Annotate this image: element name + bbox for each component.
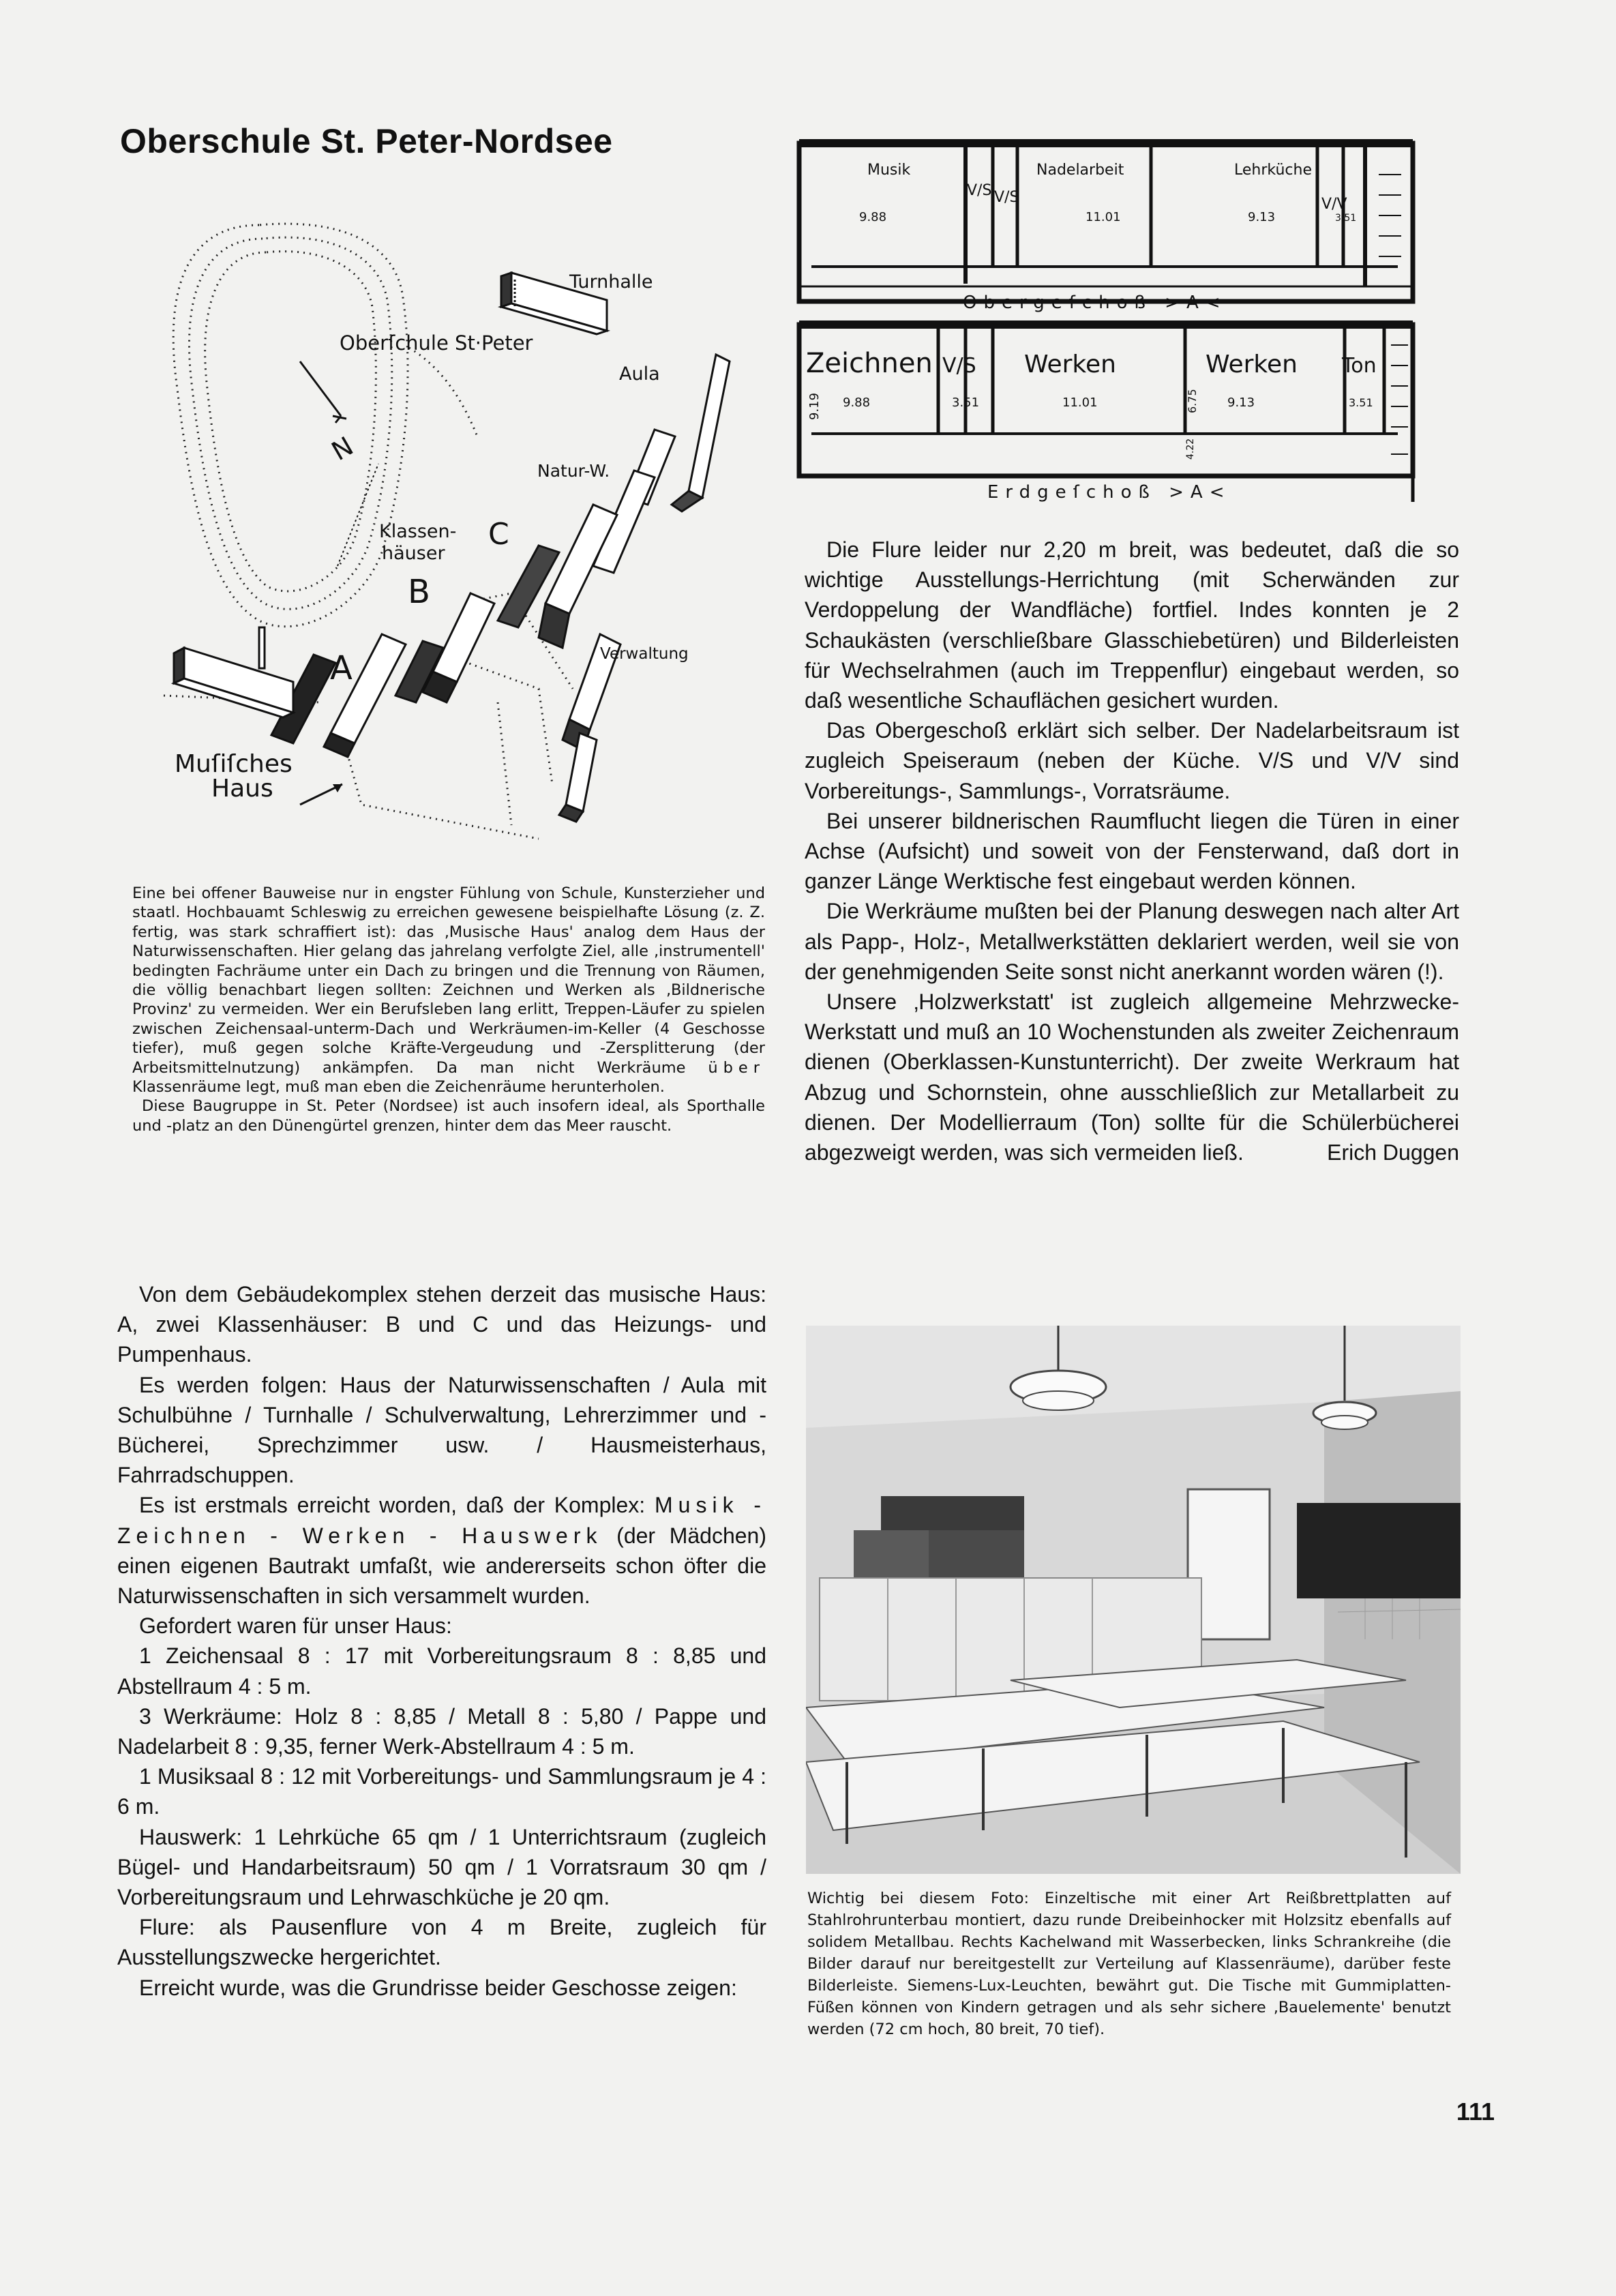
paragraph-text: Unsere ‚Holzwerkstatt' ist zugleich allgemeine Mehrzwecke-Werkstatt und muß an 10 Wochenstunden als zweiter Zeichenraum dienen (Oberklassen-Kunstunterricht). Der zweite Werkraum hat Abzug und Schornstein, ohne ausschließlich zur Metallarbeit zu dienen. Der Modellierraum (Ton) sollte für die Schülerbücherei abgezweigt werden, was sich vermeiden ließ. [805, 989, 1459, 1165]
paragraph: 3 Werkräume: Holz 8 : 8,85 / Metall 8 : 5,80 / Pappe und Nadelarbeit 8 : 9,35, ferner Werk-Abstellraum 4 : 5 m. [117, 1703, 766, 1759]
dim-ton: 3.51 [1349, 396, 1373, 409]
label-b: B [408, 573, 430, 611]
label-musisches: Muſiſches [175, 750, 293, 778]
caption-paragraph-1: Eine bei offener Bauweise nur in engster Fühlung von Schule, Kunsterzieher und staatl. Hochbauamt Schleswig zu erreichen gewesene beispielhafte Lösung (z. Z. fertig, was stark schraffiert ist): das ‚Musische Haus' analog dem Haus der Naturwissenschaften. Hier gelang das jahrelang verfolgte Ziel, alle ‚instrumentell' bedingten Fachräume unter ein Dach zu bringen und die Trennung von Räumen, die völlig benachbart liegen sollten: Zeichnen und Werken als ‚Bildnerische Provinz' zu vermeiden. Wer ein Berufsleben lang erlitt, Treppen-Läufer zu spielen zwischen Zeichensaal-unterm-Dach und Werkräumen-im-Keller (4 Geschosse tiefer), muß gegen solche Kräfte-Vergeudung und -Zersplitterung (der Arbeitsmittelnutzung) ankämpfen. Da man nicht Werkräume [132, 884, 765, 1077]
dim-nadelarbeit: 11.01 [1086, 210, 1121, 224]
site-plan [157, 211, 743, 846]
dim-werken-2-depth: 6.75 [1186, 389, 1199, 413]
room-vs-1: V/S [967, 182, 992, 199]
room-vv: V/V [1321, 196, 1347, 213]
dim-werken-2: 9.13 [1227, 396, 1255, 410]
building-aula [672, 355, 730, 511]
ground-floor-labels [806, 348, 1377, 503]
dim-zeichnen: 9.88 [843, 396, 871, 410]
paragraph: Von dem Gebäudekomplex stehen derzeit das musische Haus: A, zwei Klassenhäuser: B und C und das Heizungs- und Pumpenhaus. [117, 1282, 766, 1367]
upper-floor-title: Obergeſchoß >A< [963, 293, 1227, 313]
klassen-pointer [338, 464, 378, 566]
label-turnhalle: Turnhalle [569, 271, 653, 293]
paragraph: 1 Musiksaal 8 : 12 mit Vorbereitungs- und Sammlungsraum je 4 : 6 m. [117, 1764, 766, 1819]
page-number: 111 [1456, 2098, 1495, 2126]
room-werken-2: Werken [1206, 351, 1298, 378]
room-lehrkueche: Lehrküche [1234, 162, 1312, 179]
author-signature: Erich Duggen [1327, 1140, 1459, 1165]
paragraph: Gefordert waren für unser Haus: [139, 1613, 452, 1639]
dim-vs: 3.51 [952, 396, 980, 410]
dim-werken-1: 11.01 [1062, 396, 1098, 410]
paragraph: Hauswerk: 1 Lehrküche 65 qm / 1 Unterrichtsraum (zugleich Bügel- und Handarbeitsraum) 50 qm / 1 Vorratsraum 30 qm / Vorbereitungsraum und Lehrwaschküche je 20 qm. [117, 1824, 766, 1910]
room-zeichnen: Zeichnen [806, 348, 933, 379]
paragraph: Die Werkräume mußten bei der Planung deswegen nach alter Art als Papp-, Holz-, Metallwerkstätten deklariert werden, weil sie von der genehmigenden Seite sonst nicht anerkannt worden wären (!). [805, 899, 1459, 984]
photo-caption [807, 1888, 1451, 2040]
dim-vv: 3.51 [1335, 213, 1357, 224]
paragraph-text: (der Mädchen) einen eigenen Bautrakt umfaßt, wie andererseits schon öfter die Naturwissenschaften in sich versammelt wurden. [117, 1523, 767, 1609]
dim-zeichnen-depth: 9.19 [807, 392, 822, 420]
label-oberschule: Oberſchule St·Peter [340, 331, 533, 355]
paragraph: Es werden folgen: Haus der Naturwissenschaften / Aula mit Schulbühne / Turnhalle / Schulverwaltung, Lehrerzimmer und -Bücherei, Sprechzimmer usw. / Hausmeisterhaus, Fahrradschuppen. [117, 1372, 766, 1488]
label-a: A [330, 649, 353, 687]
site-plan-caption [132, 884, 765, 1135]
left-column-text [117, 1279, 766, 2003]
building-natur [593, 430, 675, 573]
paragraph: Bei unserer bildnerischen Raumflucht liegen die Türen in einer Achse (Aufsicht) und soweit von der Fensterwand, daß dort in ganzer Länge Werktische fest eingebaut werden können. [805, 808, 1459, 894]
building-c [498, 505, 617, 648]
label-haus: Haus [211, 775, 273, 803]
room-vs: V/S [942, 354, 976, 378]
right-column-text [805, 535, 1459, 1167]
upper-floor-labels [859, 162, 1356, 313]
paragraph-text: Es ist erstmals erreicht worden, daß der Komplex: [139, 1493, 646, 1518]
north-arrow [300, 361, 346, 423]
caption-emphasis: über [708, 1058, 765, 1077]
paragraph: Erreicht wurde, was die Grundrisse beider Geschosse zeigen: [139, 1975, 737, 2000]
room-musik: Musik [867, 162, 911, 179]
room-nadelarbeit: Nadelarbeit [1036, 162, 1124, 179]
caption-paragraph-1-end: Klassenräume legt, muß man eben die Zeichenräume herunterholen. [132, 1078, 665, 1097]
label-aula: Aula [619, 363, 660, 385]
dim-musik: 9.88 [859, 210, 887, 224]
paragraph: 1 Zeichensaal 8 : 17 mit Vorbereitungsraum 8 : 8,85 und Abstellraum 4 : 5 m. [117, 1643, 766, 1699]
classroom-photo-image [806, 1326, 1461, 1874]
paragraph: Das Obergeschoß erklärt sich selber. Der Nadelarbeitsraum ist zugleich Speiseraum (neben der Küche. V/S und V/V sind Vorbereitungs-, Sammlungs-, Vorratsräume. [805, 718, 1459, 803]
building-heizhaus [174, 627, 293, 717]
paragraph [805, 987, 1459, 1167]
floor-plans [791, 134, 1432, 516]
label-north: N [326, 430, 359, 467]
paragraph: Flure: als Pausenflure von 4 m Breite, zugleich für Ausstellungszwecke hergerichtet. [117, 1915, 766, 1970]
label-haeuser: häuser [382, 543, 445, 564]
room-ton: Ton [1342, 354, 1377, 378]
building-hausmeister [559, 733, 597, 822]
paragraph [117, 1490, 766, 1611]
room-werken-1: Werken [1024, 351, 1116, 378]
label-natur: Natur-W. [537, 461, 610, 481]
paragraph: Die Flure leider nur 2,20 m breit, was bedeutet, daß die so wichtige Ausstellungs-Herrichtung (mit Scherwänden zur Verdoppelung der Wandfläche) fortfiel. Indes konnten je 2 Schaukästen (verschließbare Glasschiebetüren) und Bilderleisten für Wechselrahmen (auch im Treppenflur) eingebaut werden, so daß wesentliche Schauflächen gesichert wurden. [805, 537, 1459, 713]
emphasis-text: Musik - Zeichnen - Werken - Hauswerk [117, 1493, 767, 1548]
photo-caption-text: Wichtig bei diesem Foto: Einzeltische mit einer Art Reißbrettplatten auf Stahlrohrunterbau montiert, dazu runde Dreibeinhocker mit Holzsitz ebenfalls auf solidem Metallbau. Rechts Kachelwand mit Wasserbecken, links Schrankreihe (die Bilder darauf nur bereitgestellt zur Verteilung auf Klassenräume), darüber feste Bilderleiste. Siemens-Lux-Leuchten, bewährt gut. Die Tische mit Gummiplatten-Füßen können von Kindern getragen und als sehr sichere ‚Bauelemente' benutzt werden (72 cm hoch, 80 breit, 70 tief). [807, 1890, 1451, 2038]
room-vs-2: V/S [994, 189, 1019, 206]
label-verwaltung: Verwaltung [600, 645, 689, 663]
dim-corridor: 4.22 [1185, 438, 1196, 460]
label-klassen: Klassen- [379, 521, 457, 542]
caption-paragraph-2: Diese Baugruppe in St. Peter (Nordsee) ist auch insofern ideal, als Sporthalle und -platz an den Dünengürtel grenzen, hinter dem das Meer rauscht. [132, 1097, 765, 1135]
blackboard [1297, 1503, 1461, 1598]
ground-floor-title: Erdgeſchoß >A< [987, 482, 1231, 503]
sports-track [173, 224, 408, 627]
page-title: Oberschule St. Peter-Nordsee [120, 122, 613, 160]
label-c: C [488, 517, 509, 552]
floor-plans-drawing [791, 134, 1432, 516]
dim-lehrkueche: 9.13 [1248, 210, 1276, 224]
classroom-photo [806, 1326, 1461, 1874]
